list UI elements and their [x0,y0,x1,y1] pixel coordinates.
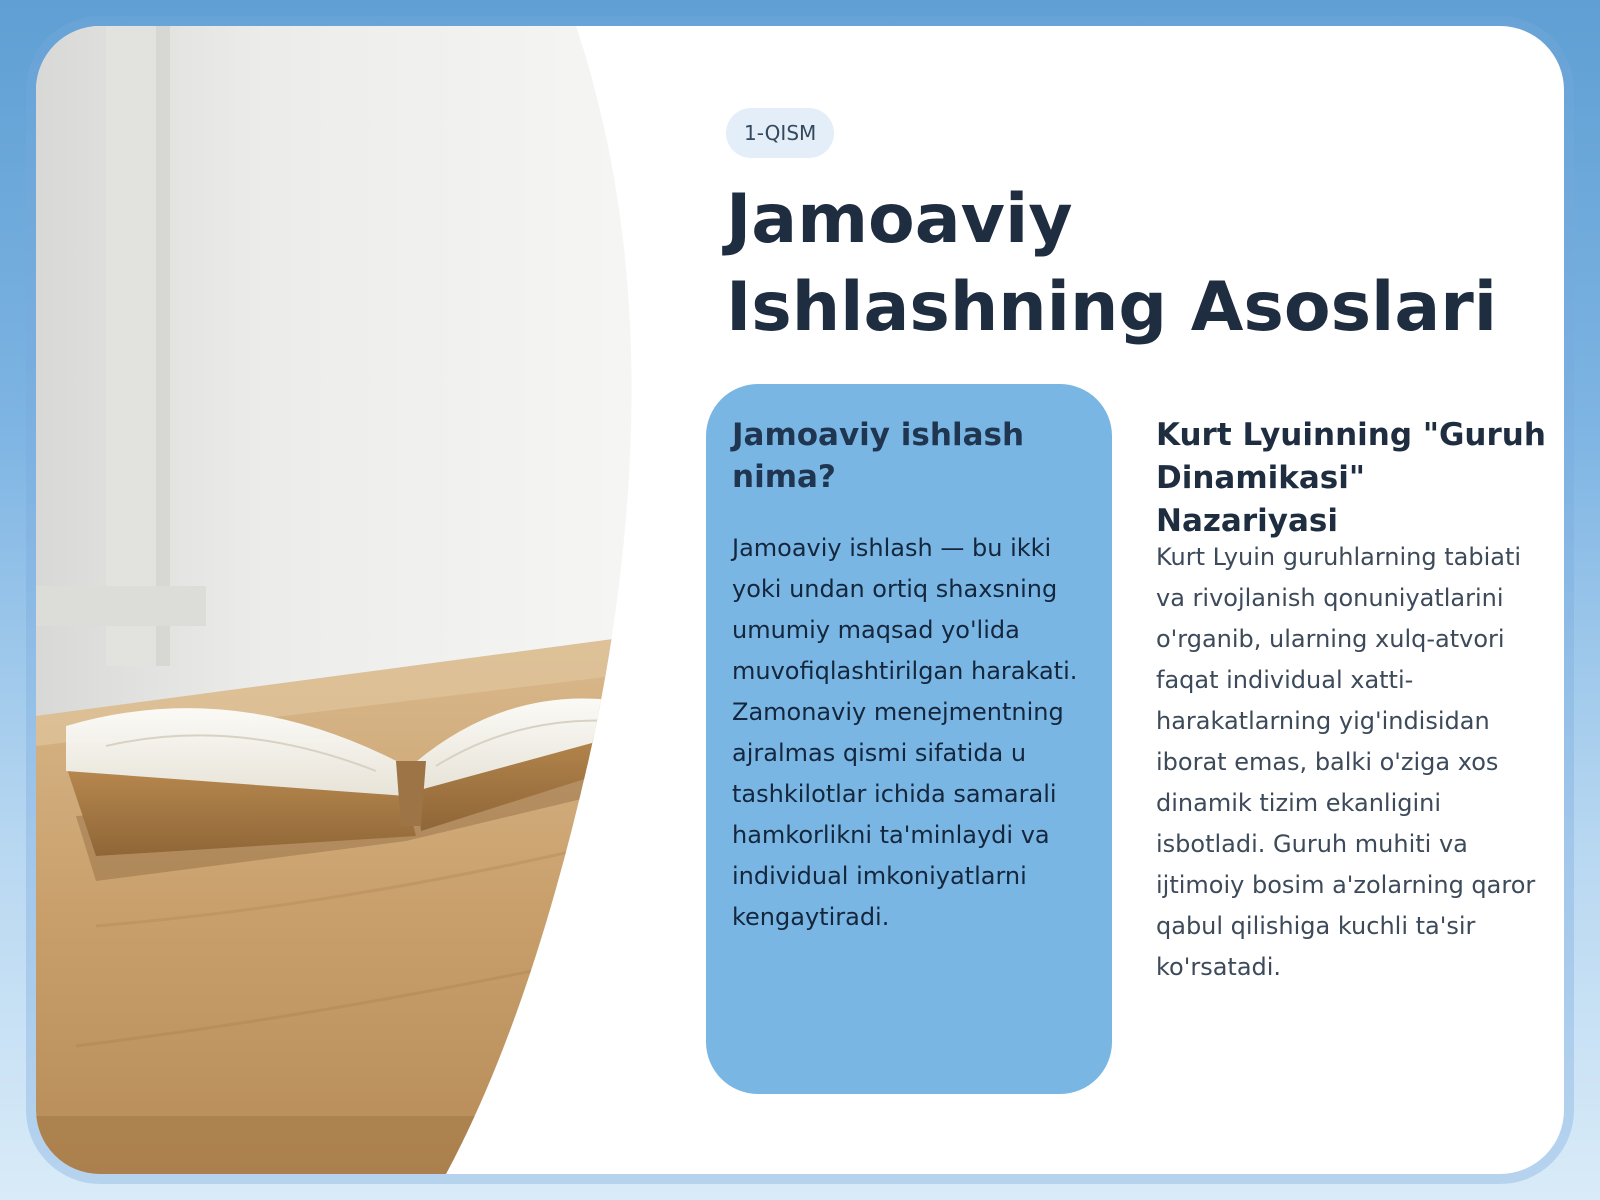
definition-text: Jamoaviy ishlash — bu ikki yoki undan ortiq shaxsning umumiy maqsad yo'lida muvofiqlashtirilgan harakati. Zamonaviy menejmentning ajralmas qismi sifatida u tashkilotlar ichida samarali hamkorlikni ta'minlaydi va individual imkoniyatlarni kengaytiradi. [732,534,1078,931]
theory-text: Kurt Lyuin guruhlarning tabiati va rivojlanish qonuniyatlarini o'rganib, ularning xulq-atvori faqat individual xatti-harakatlarning yig'indisidan iborat emas, balki o'ziga xos dinamik tizim ekanligini isbotladi. Guruh muhiti va ijtimoiy bosim a'zolarning qaror qabul qilishiga kuchli ta'sir ko'rsatadi. [1156,543,1536,981]
slide-title: Jamoaviy Ishlashning Asoslari [726,180,1498,347]
definition-card [706,384,1112,1094]
definition-heading: Jamoaviy ishlash nima? [732,417,1025,495]
theory-section [1156,414,1546,988]
open-book-photo [36,26,696,1174]
theory-heading: Kurt Lyuinning "Guruh Dinamikasi" Nazariyasi [1156,417,1546,539]
section-tag: 1-QISM [726,108,834,158]
slide [36,26,1564,1174]
